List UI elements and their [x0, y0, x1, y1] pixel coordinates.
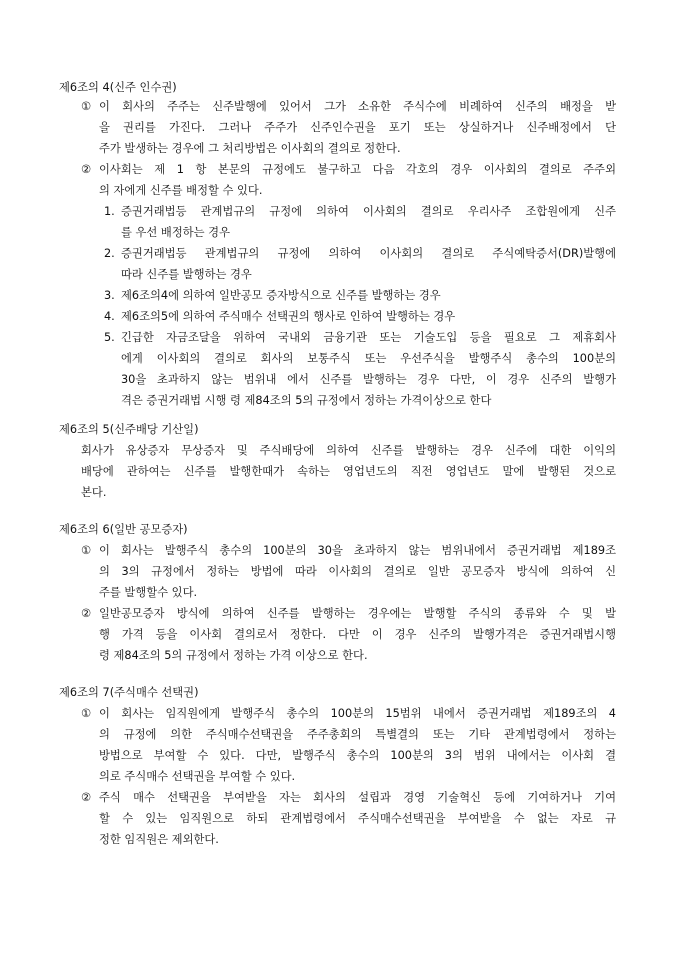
item-number: 3.: [104, 289, 115, 302]
paragraph-line: 주가 발생하는 경우에 그 처리방법은 이사회의 결의로 정한다.: [99, 142, 401, 155]
item-line: 에게 이사회의 결의로 회사의 보통주식 또는 우선주식을 발행주식 총수의 100분의: [121, 352, 616, 365]
paragraph-line: 의 3의 규정에서 정하는 방법에 따라 이사회의 결의로 일반 공모증자 방식에 의하여 신: [99, 565, 616, 578]
item-number: 4.: [104, 310, 115, 323]
paragraph-line: 할 수 있는 임직원으로 하되 관계법령에서 주식매수선택권을 부여받을 수 없는 자로 규: [99, 812, 616, 825]
item-line: 증권거래법등 관계법규의 규정에 의하여 이사회의 결의로 주식예탁증서(DR)발행에: [121, 247, 616, 260]
paragraph-line: 의 규정에 의한 주식매수선택권을 주주총회의 특별결의 또는 기타 관계법령에서 정하는: [99, 728, 616, 741]
item-number: 1.: [104, 205, 115, 218]
paragraph-line: 이사회는 제 1 항 본문의 규정에도 불구하고 다음 각호의 경우 이사회의 결의로 주주외: [99, 163, 616, 176]
paragraph-line: 이 회사의 주주는 신주발행에 있어서 그가 소유한 주식수에 비례하여 신주의 배정을 받: [99, 100, 616, 113]
paragraph-line: 행 가격 등을 이사회 결의로서 정한다. 다만 이 경우 신주의 발행가격은 증권거래법시행: [99, 628, 616, 641]
paragraph-line: 이 회사는 임직원에게 발행주식 총수의 100분의 15범위 내에서 증권거래법 제189조의 4: [99, 707, 616, 720]
article-heading: 제6조의 5(신주배당 기산일): [59, 423, 199, 436]
paragraph-line: 주를 발행할수 있다.: [99, 586, 198, 599]
paragraph-marker: ①: [81, 707, 92, 720]
item-number: 2.: [104, 247, 115, 260]
paragraph-line: 을 권리를 가진다. 그러나 주주가 신주인수권을 포기 또는 상실하거나 신주배정에서 단: [99, 121, 616, 134]
item-line: 따라 신주를 발행하는 경우: [121, 268, 252, 281]
item-number: 5.: [104, 331, 115, 344]
paragraph-line: 이 회사는 발행주식 총수의 100분의 30을 초과하지 않는 범위내에서 증권거래법 제189조: [99, 544, 616, 557]
paragraph-line: 일반공모증자 방식에 의하여 신주를 발행하는 경우에는 발행할 주식의 종류와 수 및 발: [99, 607, 616, 620]
item-line: 격은 증권거래법 시행 령 제84조의 5의 규정에서 정하는 가격이상으로 한다: [121, 394, 492, 407]
article-heading: 제6조의 7(주식매수 선택권): [59, 686, 199, 699]
item-line: 제6조의5에 의하여 주식매수 선택권의 행사로 인하여 발행하는 경우: [121, 310, 456, 323]
paragraph-line: 정한 임직원은 제외한다.: [99, 833, 219, 846]
item-line: 를 우선 배정하는 경우: [121, 226, 230, 239]
item-line: 긴급한 자금조달을 위하여 국내외 금융기관 또는 기술도입 등을 필요로 그 제휴회사: [121, 331, 616, 344]
paragraph-line: 의로 주식매수 선택권을 부여할 수 있다.: [99, 770, 296, 783]
item-line: 제6조의4에 의하여 일반공모 증자방식으로 신주를 발행하는 경우: [121, 289, 441, 302]
body-line: 회사가 유상증자 무상증자 및 주식배당에 의하여 신주를 발행하는 경우 신주에 대한 이익의: [81, 444, 616, 457]
paragraph-line: 령 제84조의 5의 규정에서 정하는 가격 이상으로 한다.: [99, 649, 368, 662]
article-heading: 제6조의 6(일반 공모증자): [59, 523, 188, 536]
item-line: 증권거래법등 관계법규의 규정에 의하여 이사회의 결의로 우리사주 조합원에게 신주: [121, 205, 616, 218]
paragraph-marker: ②: [81, 791, 92, 804]
article-heading: 제6조의 4(신주 인수권): [59, 81, 177, 94]
paragraph-marker: ①: [81, 100, 92, 113]
item-line: 30을 초과하지 않는 범위내 에서 신주를 발행하는 경우 다만, 이 경우 신주의 발행가: [121, 373, 616, 386]
body-line: 본다.: [81, 486, 107, 499]
paragraph-line: 의 자에게 신주를 배정할 수 있다.: [99, 184, 263, 197]
paragraph-marker: ①: [81, 544, 92, 557]
paragraph-marker: ②: [81, 163, 92, 176]
paragraph-marker: ②: [81, 607, 92, 620]
paragraph-line: 방법으로 부여할 수 있다. 다만, 발행주식 총수의 100분의 3의 범위 내에서는 이사회 결: [99, 749, 616, 762]
body-line: 배당에 관하여는 신주를 발행한때가 속하는 영업년도의 직전 영업년도 말에 발행된 것으로: [81, 465, 616, 478]
paragraph-line: 주식 매수 선택권을 부여받을 자는 회사의 설립과 경영 기술혁신 등에 기여하거나 기여: [99, 791, 616, 804]
